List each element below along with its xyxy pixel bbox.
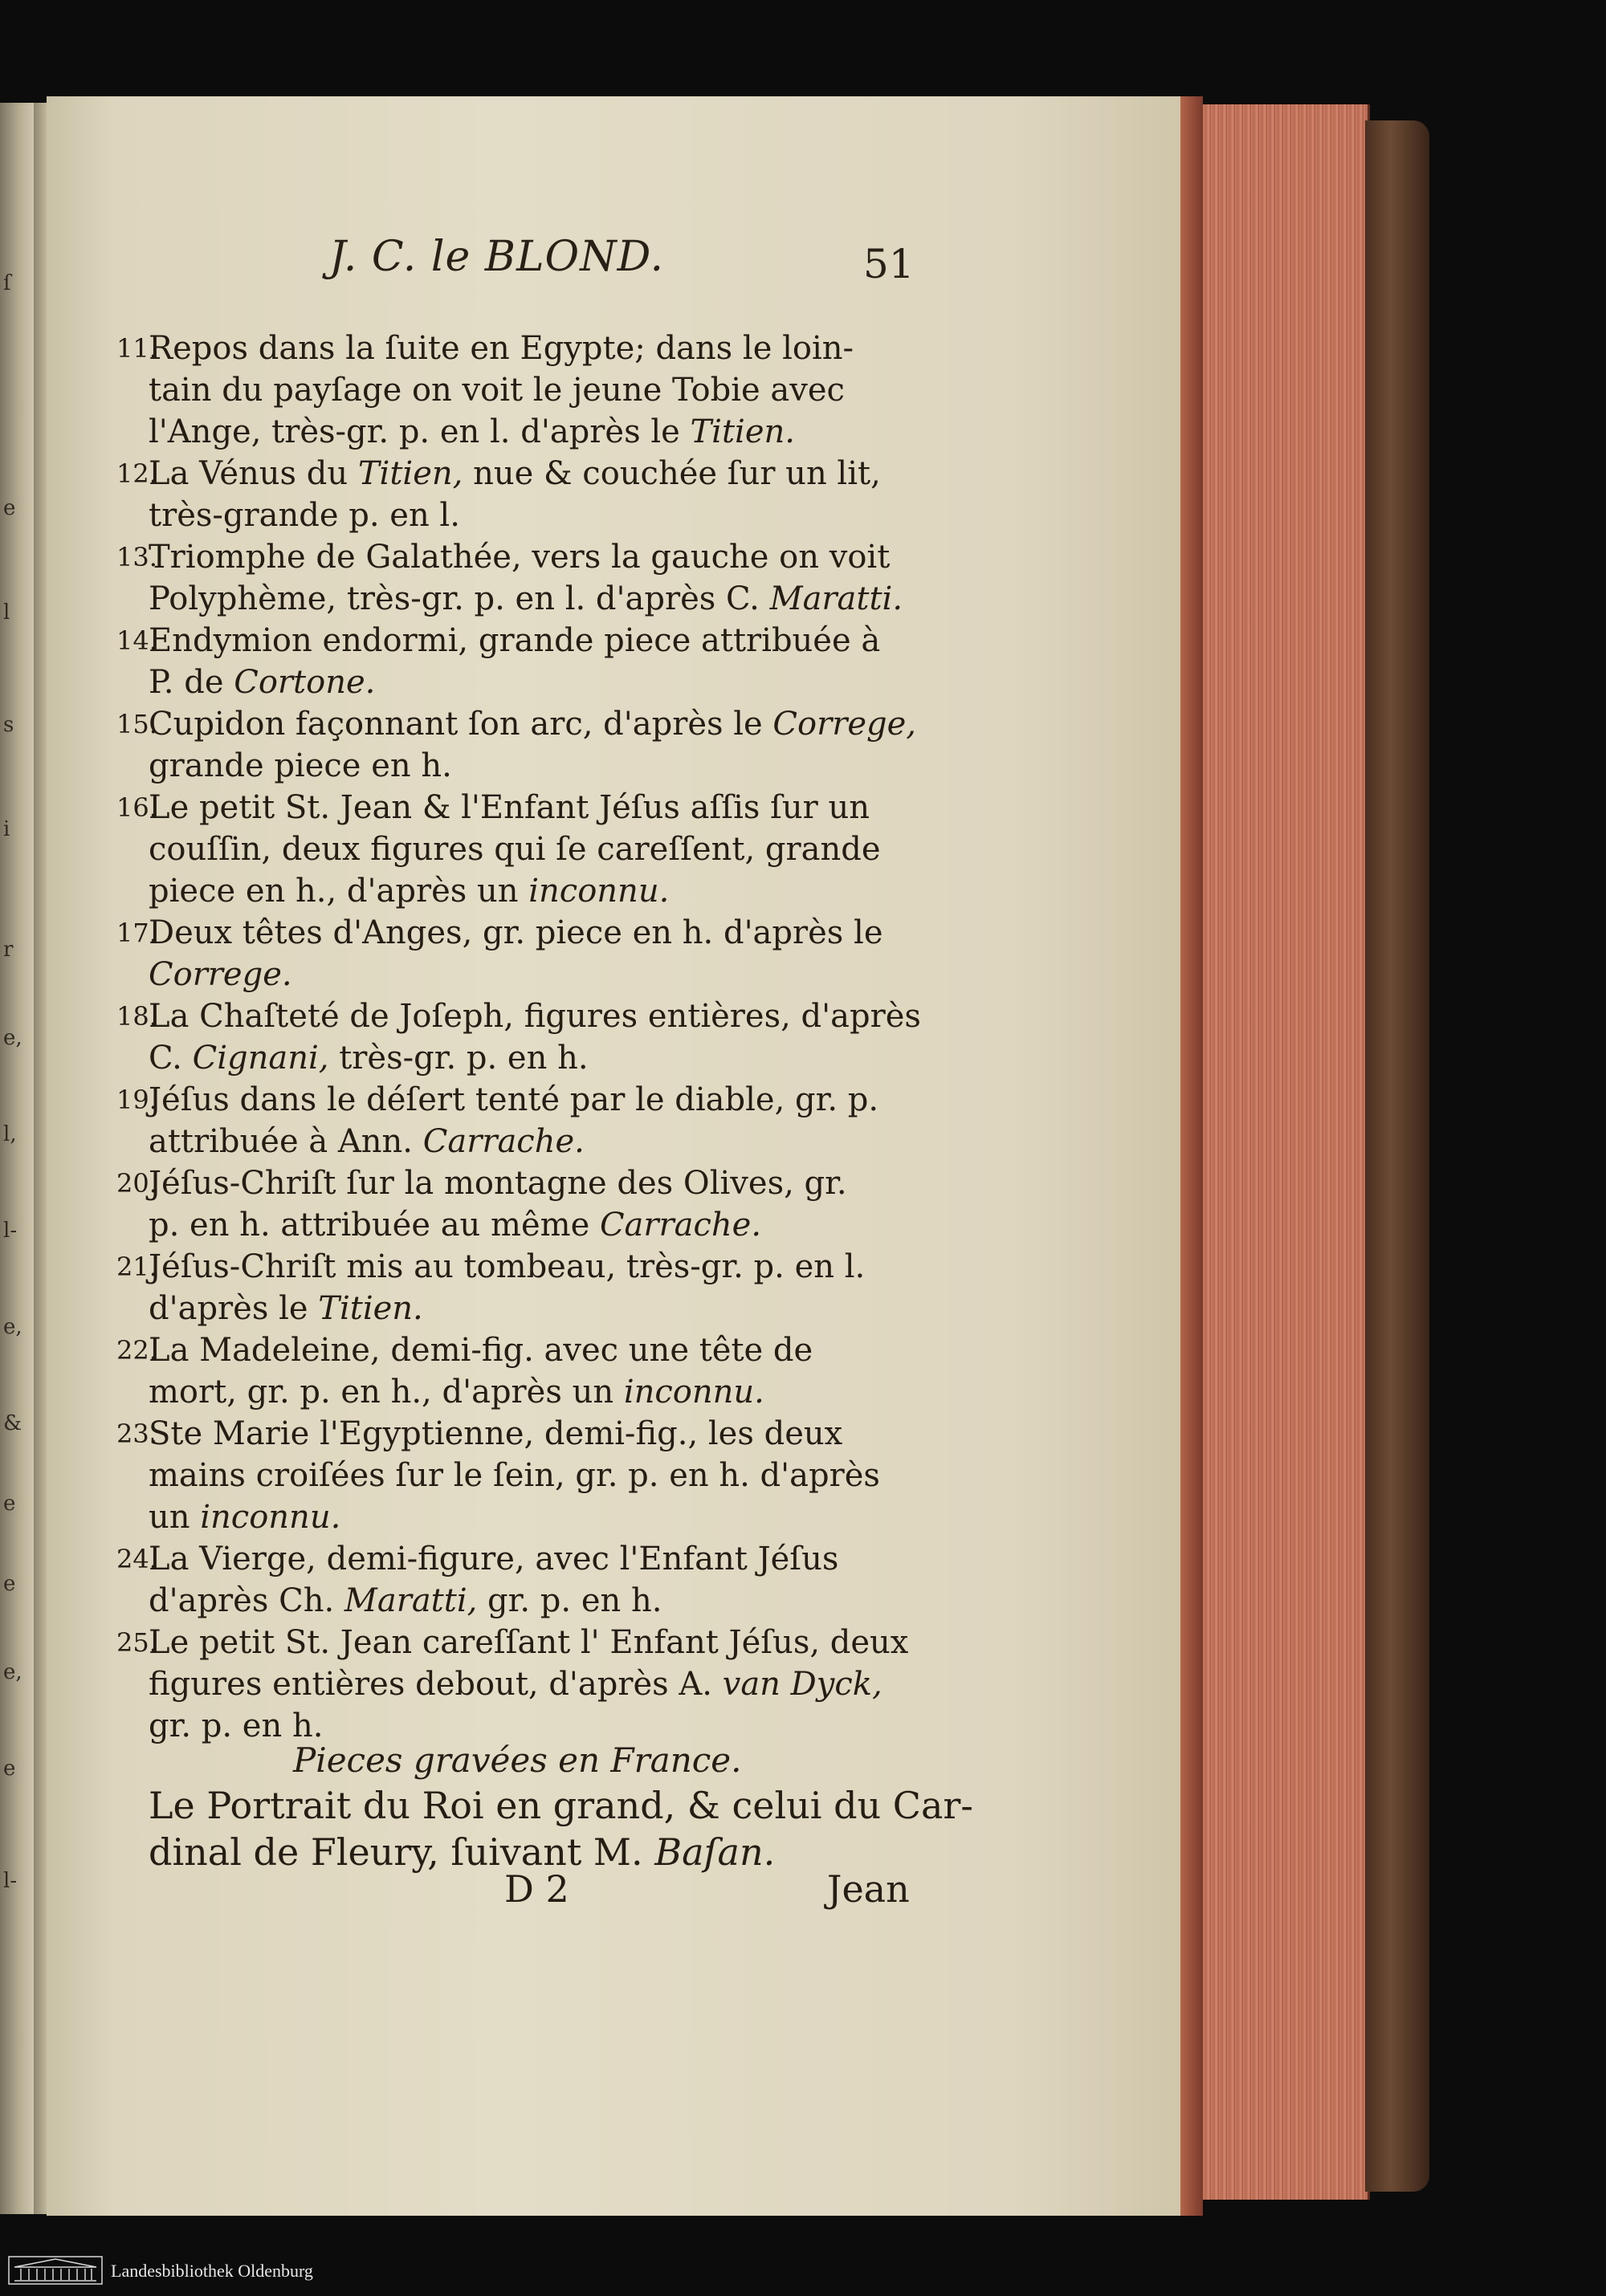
closing-line <box>149 1782 973 1829</box>
catalog-entry <box>116 995 921 1079</box>
entry-line <box>149 1288 907 1329</box>
catalog-entries <box>116 328 921 1747</box>
entry-number: 14. <box>116 625 157 656</box>
edge-fragment: e <box>3 1757 16 1781</box>
entry-line <box>149 1663 907 1705</box>
entry-line <box>149 995 921 1037</box>
edge-fragment: e, <box>3 1026 22 1050</box>
edge-fragment: l <box>3 600 10 625</box>
edge-fragment: e <box>3 496 16 520</box>
edge-fragment: & <box>3 1411 22 1435</box>
entry-line <box>149 1538 907 1580</box>
catalog-entry <box>116 703 917 787</box>
italic-run: Titien, <box>357 455 463 492</box>
edge-fragment: ſ <box>3 271 11 295</box>
entry-line <box>149 1037 907 1079</box>
text-run: nue & couchée ſur un lit, <box>463 455 881 492</box>
text-run: d'après Ch. <box>149 1582 344 1619</box>
edge-fragment: l, <box>3 1122 17 1146</box>
entry-number: 24. <box>116 1544 157 1574</box>
edge-fragment: l- <box>3 1869 18 1893</box>
edge-fragment: l- <box>3 1219 18 1243</box>
text-run: La Chaſteté de Joſeph, figures entières, d'après <box>149 998 921 1035</box>
italic-run: Maratti, <box>344 1582 478 1619</box>
catalog-entry <box>116 620 907 703</box>
text-run: Repos dans la ſuite en Egypte; dans le loin- <box>149 330 854 367</box>
entry-line <box>149 1371 907 1413</box>
entry-line <box>149 1413 907 1455</box>
italic-run: Correge, <box>772 706 917 743</box>
entry-line <box>149 536 907 578</box>
entry-line <box>149 1622 907 1663</box>
entry-line <box>149 369 907 411</box>
entry-line <box>149 620 907 662</box>
edge-fragment: e, <box>3 1660 22 1684</box>
entry-number: 13. <box>116 542 157 572</box>
italic-run: Cortone. <box>234 664 376 701</box>
italic-run: inconnu. <box>528 873 670 910</box>
catalog-entry <box>116 1538 907 1622</box>
text-run: Ste Marie l'Egyptienne, demi-fig., les deux <box>149 1415 843 1452</box>
text-run: très-grande p. en l. <box>149 497 460 534</box>
entry-line <box>149 787 907 828</box>
book-binding <box>1365 120 1429 2192</box>
entry-line <box>149 745 907 787</box>
entry-number: 15. <box>116 709 157 739</box>
red-page-edges <box>1203 104 1370 2200</box>
text-run: Le Portrait du Roi en grand, & celui du Car- <box>149 1784 973 1827</box>
entry-number: 23. <box>116 1419 157 1449</box>
text-run: Polyphème, très-gr. p. en l. d'après C. <box>149 580 770 617</box>
entry-line <box>149 703 917 745</box>
entry-line <box>149 662 907 703</box>
text-run: très-gr. p. en h. <box>328 1040 589 1077</box>
text-run: Jéſus-Chriſt mis au tombeau, très-gr. p. en l. <box>149 1248 866 1285</box>
text-run: tain du payſage on voit le jeune Tobie avec <box>149 372 845 409</box>
edge-fragment: i <box>3 817 10 841</box>
entry-line <box>149 1162 907 1204</box>
catalog-entry <box>116 912 907 995</box>
entry-line <box>149 1246 907 1288</box>
italic-run: Carrache. <box>599 1207 762 1244</box>
italic-run: Cignani, <box>192 1040 329 1077</box>
edge-fragment: r <box>3 938 14 962</box>
entry-line <box>149 1455 907 1496</box>
text-run: gr. p. en h. <box>477 1582 662 1619</box>
catalog-entry <box>116 787 907 912</box>
catalog-entry <box>116 1413 907 1538</box>
text-run: grande piece en h. <box>149 747 452 784</box>
text-run: Le petit St. Jean & l'Enfant Jéſus aſſis ſur un <box>149 789 870 826</box>
catalog-entry <box>116 1162 907 1246</box>
text-run: piece en h., d'après un <box>149 873 529 910</box>
entry-number: 25. <box>116 1627 157 1658</box>
text-run: attribuée à Ann. <box>149 1123 423 1160</box>
text-run: figures entières debout, d'après A. <box>149 1666 723 1703</box>
entry-number: 17. <box>116 918 157 948</box>
entry-line <box>149 1204 907 1246</box>
entry-number: 19. <box>116 1085 157 1115</box>
catalog-entry <box>116 453 907 536</box>
text-run: p. en h. attribuée au même <box>149 1207 600 1244</box>
text-run: Deux têtes d'Anges, gr. piece en h. d'après le <box>149 914 883 951</box>
signature-mark: D 2 <box>504 1867 569 1911</box>
text-run: Triomphe de Galathée, vers la gauche on voit <box>149 539 891 576</box>
text-run: d'après le <box>149 1290 319 1327</box>
catalog-entry <box>116 1622 909 1747</box>
entry-line <box>149 1329 907 1371</box>
text-run: Cupidon façonnant ſon arc, d'après le <box>149 706 773 743</box>
edge-fragment: e, <box>3 1315 22 1339</box>
catalog-entry <box>116 1079 907 1162</box>
catalog-entry <box>116 328 907 453</box>
italic-run: Correge. <box>149 956 292 993</box>
entry-line <box>149 954 907 995</box>
entry-number: 11. <box>116 333 157 364</box>
text-run: Jéſus dans le déſert tenté par le diable, gr. p. <box>149 1081 879 1118</box>
entry-line <box>149 1121 907 1162</box>
italic-run: inconnu. <box>200 1499 341 1536</box>
text-run: P. de <box>149 664 234 701</box>
italic-run: inconnu. <box>623 1374 764 1411</box>
section-heading: Pieces gravées en France. <box>293 1740 742 1780</box>
entry-line <box>149 328 907 369</box>
text-run: mort, gr. p. en h., d'après un <box>149 1374 624 1411</box>
edge-fragment: e <box>3 1572 16 1596</box>
catalog-entry <box>116 536 907 620</box>
entry-line <box>149 870 907 912</box>
entry-line <box>149 828 907 870</box>
italic-run: Carrache. <box>422 1123 585 1160</box>
italic-run: Titien. <box>690 413 795 450</box>
catalog-entry <box>116 1246 907 1329</box>
text-run: mains croiſées ſur le ſein, gr. p. en h. d'après <box>149 1457 880 1494</box>
closing-paragraph <box>149 1782 973 1875</box>
text-run: Endymion endormi, grande piece attribuée à <box>149 622 881 659</box>
italic-run: Titien. <box>318 1290 423 1327</box>
entry-line <box>149 1496 907 1538</box>
page-number: 51 <box>863 241 915 287</box>
text-run: La Vénus du <box>149 455 358 492</box>
library-name: Landesbibliothek Oldenburg <box>111 2261 313 2281</box>
entry-line <box>149 495 907 536</box>
italic-run: van Dyck, <box>722 1666 882 1703</box>
text-run: C. <box>149 1040 193 1077</box>
text-run: La Madeleine, demi-fig. avec une tête de <box>149 1332 813 1369</box>
text-run: La Vierge, demi-figure, avec l'Enfant Jéſus <box>149 1541 839 1577</box>
entry-number: 12. <box>116 458 157 489</box>
entry-line <box>149 453 907 495</box>
text-run: couſſin, deux figures qui ſe careſſent, grande <box>149 831 881 868</box>
text-run: un <box>149 1499 201 1536</box>
library-building-icon <box>8 2256 103 2285</box>
text-run: Le petit St. Jean careſſant l' Enfant Jéſus, deux <box>149 1624 909 1661</box>
entry-number: 22. <box>116 1335 157 1366</box>
entry-number: 18. <box>116 1001 157 1032</box>
italic-run: Maratti. <box>769 580 903 617</box>
text-run: gr. p. en h. <box>149 1708 324 1744</box>
entry-line <box>149 578 907 620</box>
entry-number: 21. <box>116 1252 157 1282</box>
entry-line <box>149 912 907 954</box>
entry-line <box>149 411 907 453</box>
catchword: Jean <box>827 1867 910 1911</box>
edge-fragment: e <box>3 1492 16 1516</box>
entry-line <box>149 1580 907 1622</box>
entry-line <box>149 1079 907 1121</box>
italic-run: Baſan. <box>654 1830 776 1874</box>
left-page-edge <box>0 103 34 2214</box>
catalog-entry <box>116 1329 907 1413</box>
text-run: l'Ange, très-gr. p. en l. d'après le <box>149 413 691 450</box>
entry-number: 16. <box>116 792 157 823</box>
page-block <box>1180 96 1203 2216</box>
running-title: J. C. le BLOND. <box>329 233 665 281</box>
text-run: dinal de Fleury, ſuivant M. <box>149 1830 655 1874</box>
entry-number: 20. <box>116 1168 157 1199</box>
text-run: Jéſus-Chriſt ſur la montagne des Olives, gr. <box>149 1165 847 1202</box>
edge-fragment: s <box>3 713 14 737</box>
